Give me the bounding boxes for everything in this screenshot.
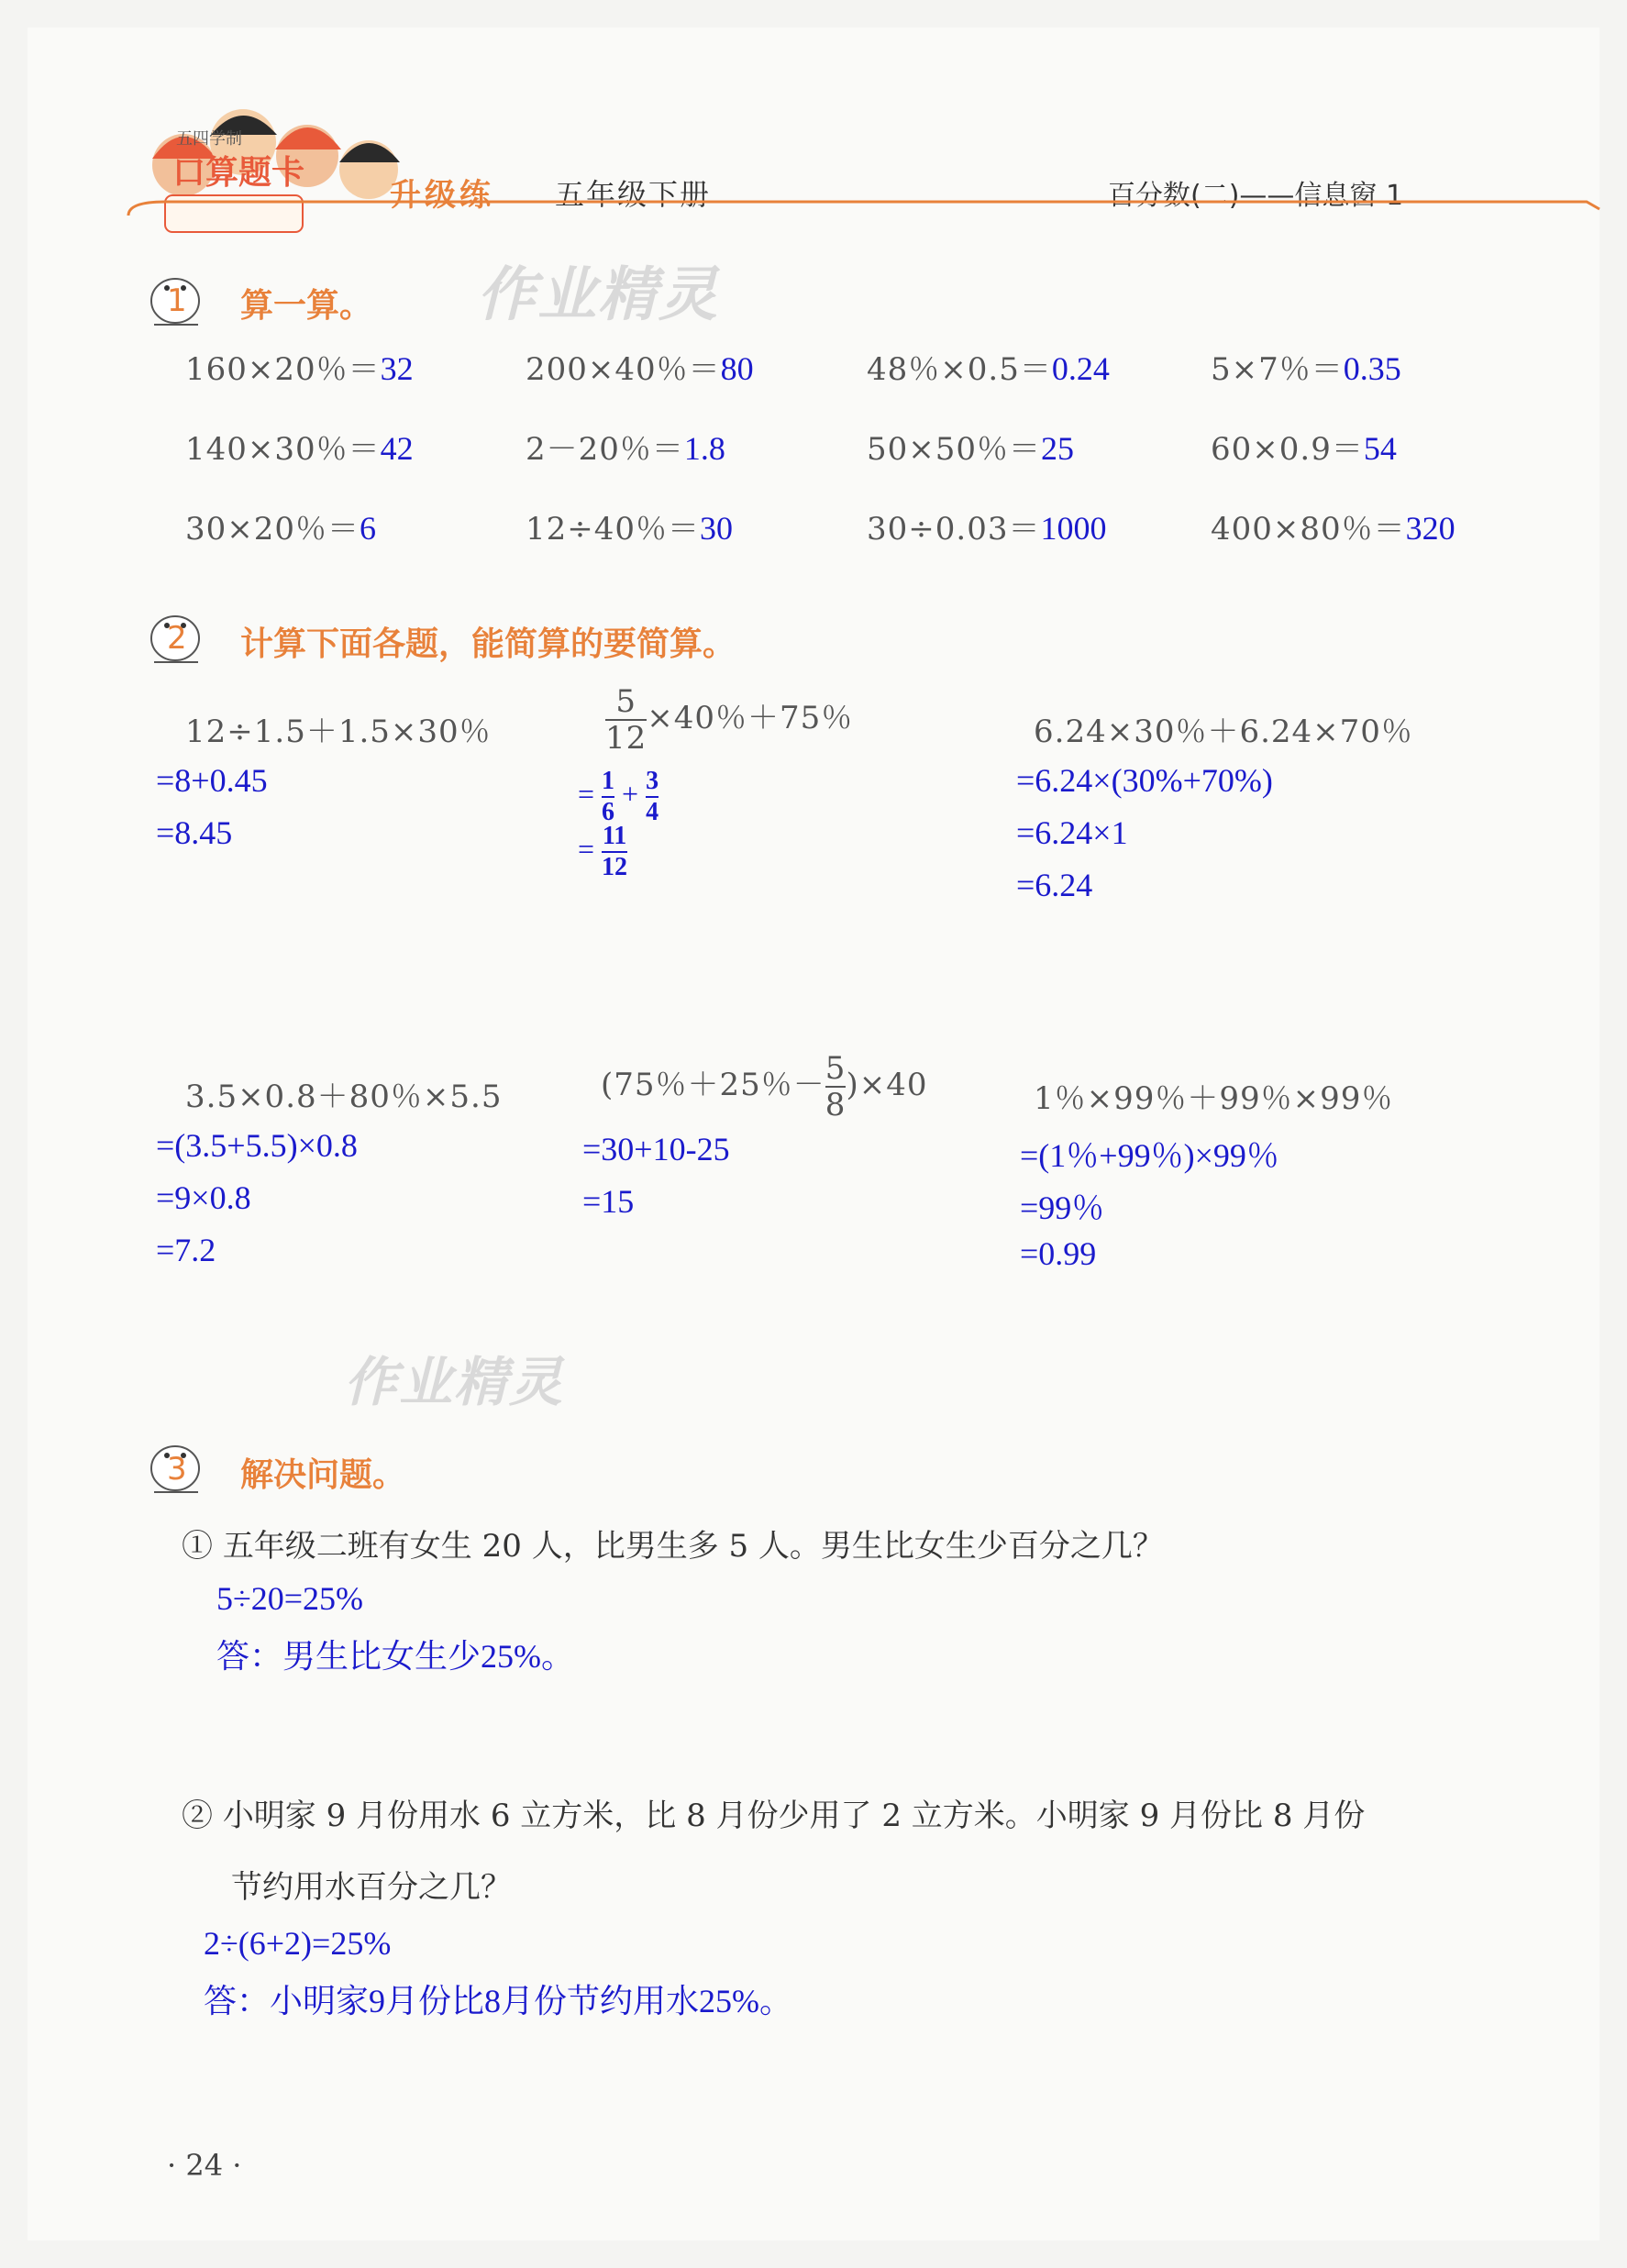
simplify-problem-1: 12÷1.5＋1.5×30％	[185, 714, 492, 750]
simplify-2-step-1: = $\frac{1}{6}$ + $\frac{3}{4}$	[578, 767, 659, 826]
calc-item: 140×30％＝42	[185, 430, 414, 468]
calc-item: 2－20％＝1.8	[526, 430, 725, 468]
page	[28, 28, 1599, 2240]
simplify-4-step-3: =7.2	[156, 1232, 216, 1268]
problem-2-text-line1: 小明家 9 月份用水 6 立方米，比 8 月份少用了 2 立方米。小明家 9 月份比 8 月份	[222, 1798, 1366, 1834]
calc-item: 30÷0.03＝1000	[867, 510, 1107, 548]
simplify-problem-6: 1％×99％＋99％×99％	[1034, 1080, 1394, 1117]
simplify-problem-3: 6.24×30％＋6.24×70％	[1034, 714, 1413, 750]
page-number: · 24 ·	[167, 2148, 242, 2183]
simplify-5-step-1: =30+10-25	[582, 1131, 730, 1167]
simplify-6-step-2: =99％	[1020, 1189, 1105, 1226]
calc-item: 12÷40％＝30	[526, 510, 734, 548]
word-problem-1	[182, 1521, 1164, 1565]
logo-subtitle: 五四学制	[176, 129, 242, 149]
section-2-title: 计算下面各题，能简算的要简算。	[240, 625, 736, 663]
simplify-4-step-2: =9×0.8	[156, 1179, 251, 1216]
header-topic: 百分数(二)——信息窗 1	[1108, 180, 1404, 212]
simplify-1-step-2: =8.45	[156, 814, 233, 851]
problem-1-text: 五年级二班有女生 20 人，比男生多 5 人。男生比女生少百分之几？	[222, 1528, 1164, 1565]
header-kicker: 升级练	[390, 177, 494, 214]
simplify-1-step-1: =8+0.45	[156, 762, 268, 799]
problem-1-answer: 答：男生比女生少25%。	[216, 1638, 574, 1675]
calc-item: 50×50％＝25	[867, 430, 1075, 468]
simplify-problem-5: (75％＋25％－ $\frac{5}{8}$ )×40	[601, 1050, 928, 1123]
calc-item: 30×20％＝6	[185, 510, 377, 548]
simplify-3-step-2: =6.24×1	[1016, 814, 1128, 851]
problem-2-text-line2: 节约用水百分之几？	[231, 1869, 512, 1906]
section-1-title: 算一算。	[240, 287, 373, 325]
section-1-number: 1	[167, 282, 187, 319]
watermark-middle: 作业精灵	[344, 1351, 565, 1413]
header-grade: 五年级下册	[555, 177, 712, 212]
header-underline	[119, 165, 1605, 220]
logo-title: 口算题卡	[172, 154, 305, 192]
calc-item: 5×7％＝0.35	[1211, 350, 1401, 388]
problem-2-work: 2÷(6+2)=25%	[204, 1925, 392, 1962]
calc-item: 160×20％＝32	[185, 350, 414, 388]
problem-1-work: 5÷20=25%	[216, 1580, 364, 1617]
section-2-number: 2	[167, 620, 187, 657]
simplify-problem-2: $\frac{5}{12}$ ×40％＋75％	[605, 683, 854, 757]
simplify-2-step-2: = $\frac{11}{12}$	[578, 822, 628, 881]
simplify-6-step-1: =(1％+99％)×99％	[1020, 1137, 1279, 1174]
calc-item: 60×0.9＝54	[1211, 430, 1397, 468]
problem-2-answer: 答：小明家9月份比8月份节约用水25%。	[204, 1983, 792, 2019]
calc-item: 48％×0.5＝0.24	[867, 350, 1110, 388]
problem-2-marker: ②	[182, 1798, 213, 1834]
simplify-3-step-1: =6.24×(30%+70%)	[1016, 762, 1273, 799]
calc-item: 200×40％＝80	[526, 350, 754, 388]
simplify-3-step-3: =6.24	[1016, 867, 1093, 903]
problem-1-marker: ①	[182, 1528, 213, 1565]
section-3-number: 3	[167, 1451, 187, 1488]
simplify-4-step-1: =(3.5+5.5)×0.8	[156, 1127, 358, 1164]
section-3-title: 解决问题。	[240, 1456, 406, 1494]
simplify-5-step-2: =15	[582, 1183, 635, 1220]
simplify-problem-4: 3.5×0.8＋80％×5.5	[185, 1079, 503, 1115]
word-problem-2	[182, 1790, 1365, 1835]
calc-item: 400×80％＝320	[1211, 510, 1455, 548]
simplify-6-step-3: =0.99	[1020, 1235, 1097, 1272]
watermark-top: 作业精灵	[477, 261, 719, 329]
